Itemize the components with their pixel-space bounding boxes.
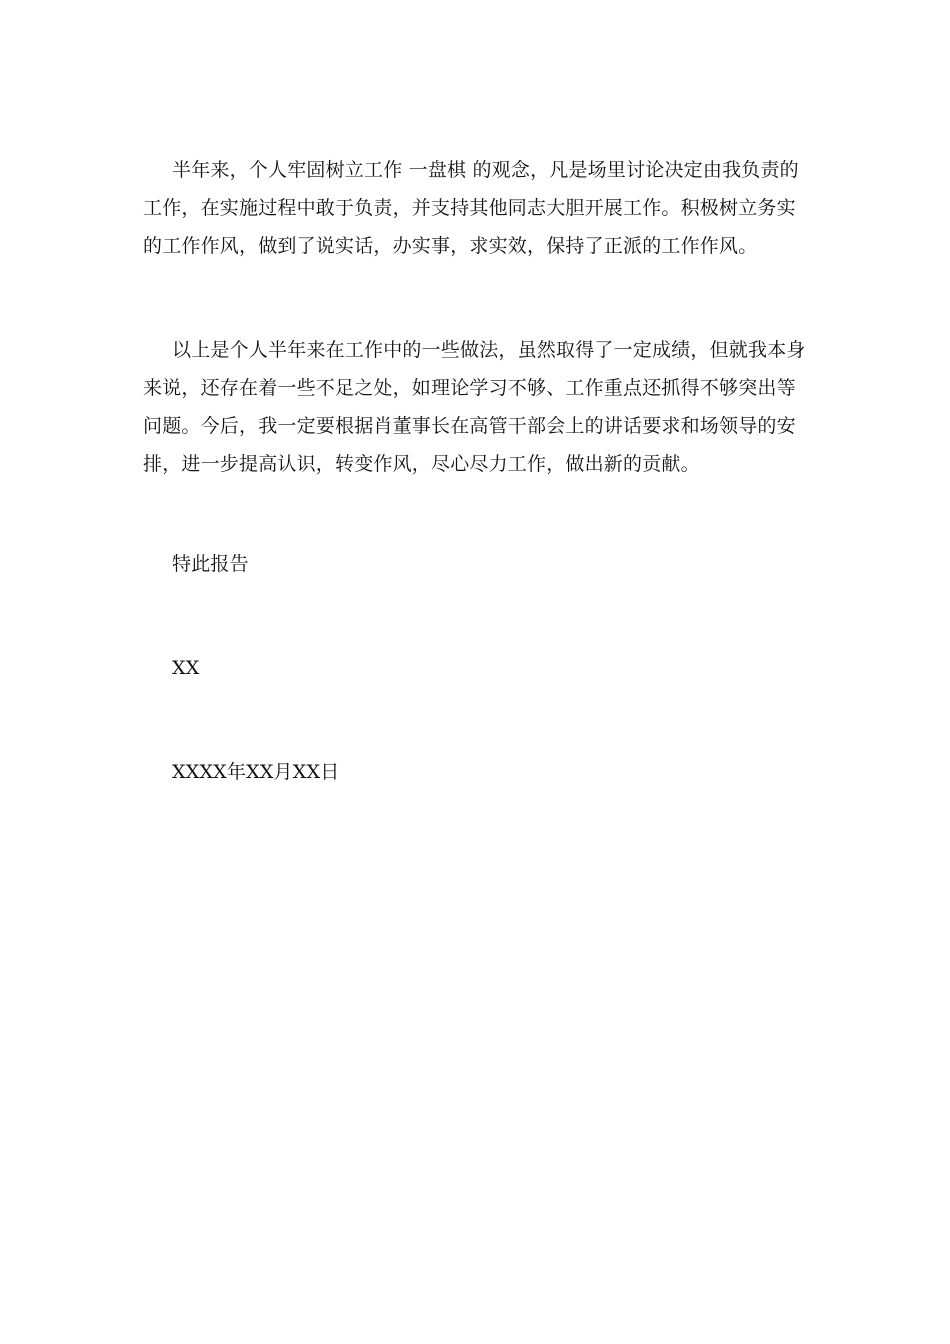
paragraph-1-line-3: 的工作作风，做到了说实话，办实事，求实效，保持了正派的工作作风。 bbox=[143, 235, 758, 257]
paragraph-2-line-4: 排，进一步提高认识，转变作风，尽心尽力工作，做出新的贡献。 bbox=[143, 453, 700, 475]
report-date: XXXX年XX月XX日 bbox=[172, 761, 340, 783]
closing-text: 特此报告 bbox=[172, 553, 249, 575]
signature: XX bbox=[172, 657, 200, 679]
paragraph-1-line-1: 半年来，个人牢固树立工作 一盘棋 的观念，凡是场里讨论决定由我负责的 bbox=[172, 159, 799, 181]
paragraph-2-line-1: 以上是个人半年来在工作中的一些做法，虽然取得了一定成绩，但就我本身 bbox=[172, 339, 806, 361]
paragraph-2-line-2: 来说，还存在着一些不足之处，如理论学习不够、工作重点还抓得不够突出等 bbox=[143, 377, 796, 399]
paragraph-1-line-2: 工作，在实施过程中敢于负责，并支持其他同志大胆开展工作。积极树立务实 bbox=[143, 197, 796, 219]
paragraph-2-line-3: 问题。今后，我一定要根据肖董事长在高管干部会上的讲话要求和场领导的安 bbox=[143, 415, 796, 437]
